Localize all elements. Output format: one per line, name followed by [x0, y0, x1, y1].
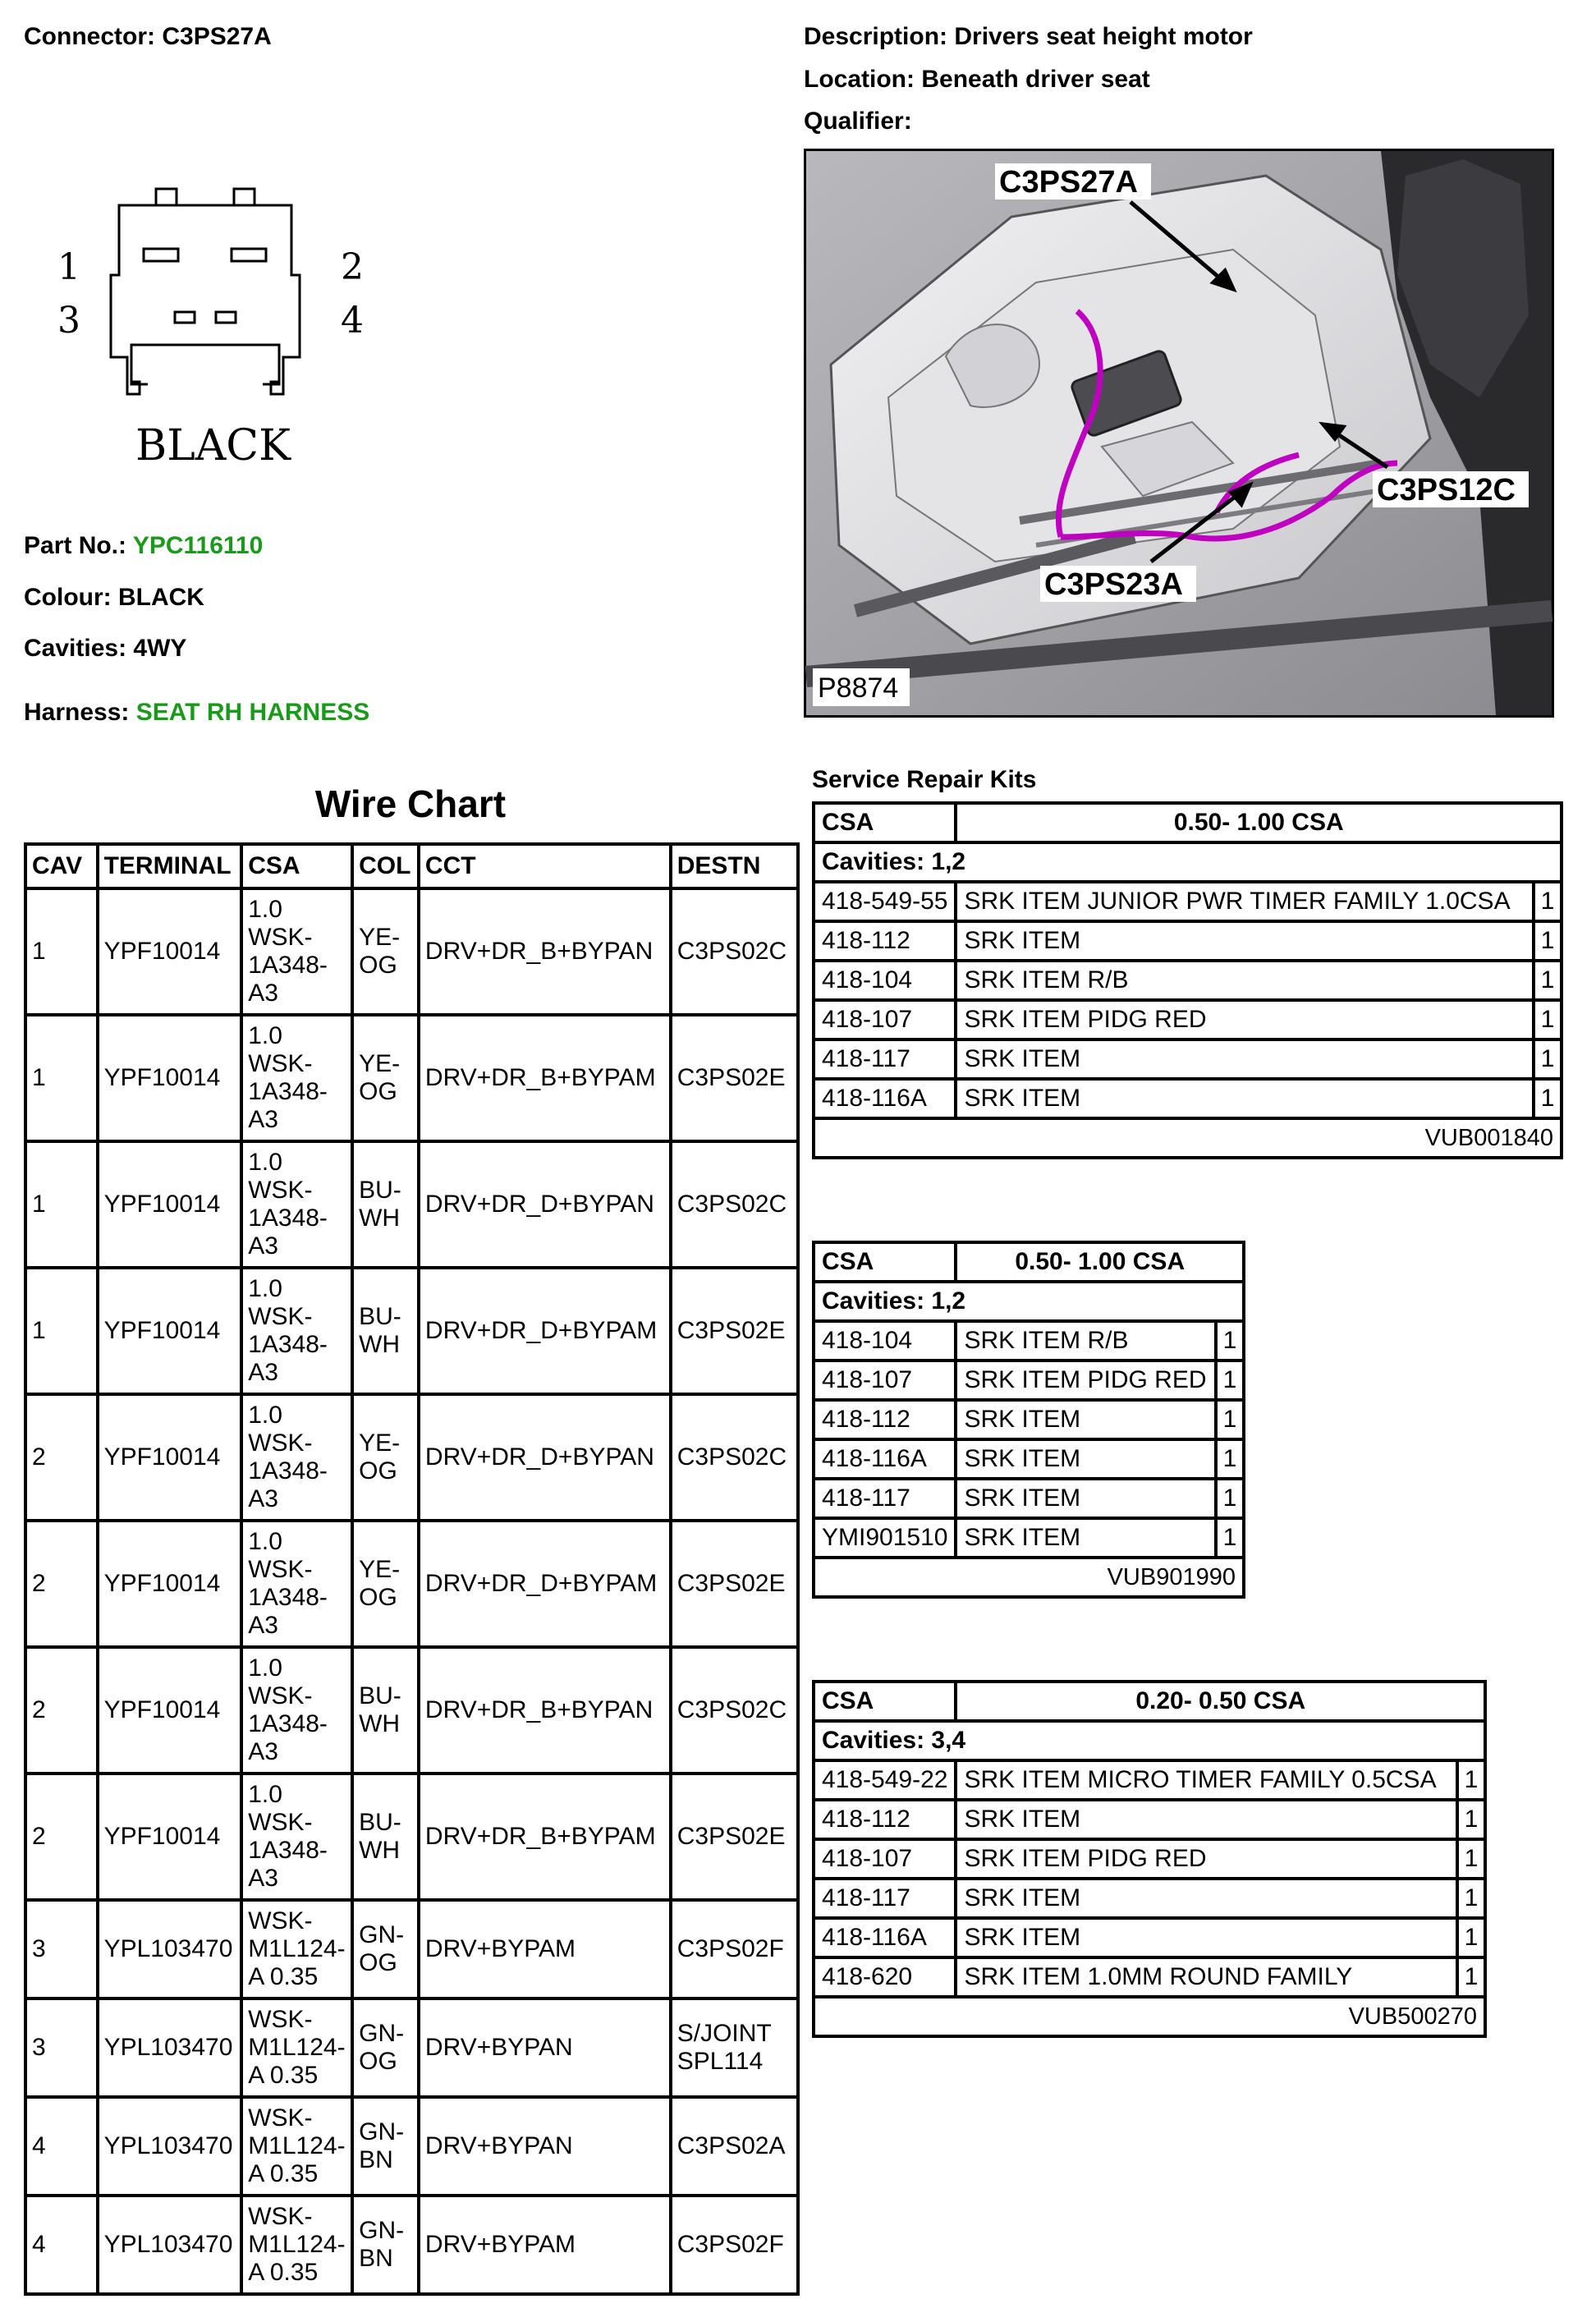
- kit-item-row: [814, 1957, 1485, 1997]
- kit-item-row: [814, 1439, 1244, 1479]
- kit-csa-label: CSA: [814, 1682, 956, 1721]
- colour-label: Colour:: [24, 584, 112, 611]
- kit-item-desc: SRK ITEM 1.0MM ROUND FAMILY: [956, 1957, 1457, 1997]
- kit-item-desc: SRK ITEM: [956, 1518, 1216, 1558]
- wire-chart-row: [25, 1774, 798, 1900]
- wire-chart-row: [25, 1900, 798, 1998]
- pin-label-4: 4: [341, 300, 364, 342]
- repair-kit-table: [812, 1241, 1245, 1599]
- wire-chart-row: [25, 2196, 798, 2294]
- cell-cct: DRV+BYPAM: [419, 1900, 671, 1998]
- connector-face-diagram: [57, 164, 402, 493]
- cell-cct: DRV+DR_B+BYPAN: [419, 1647, 671, 1774]
- kit-item-part: 418-116A: [814, 1439, 956, 1479]
- cell-col: YE-OG: [352, 1394, 419, 1521]
- header-cav: CAV: [25, 844, 98, 888]
- kit-item-qty: 1: [1457, 1918, 1485, 1957]
- kit-item-qty: 1: [1457, 1800, 1485, 1839]
- cell-terminal: YPF10014: [98, 1774, 242, 1900]
- kit-item-row: [814, 1321, 1244, 1361]
- kit-item-qty: 1: [1457, 1839, 1485, 1879]
- figure-code: P8874: [818, 672, 899, 704]
- cell-terminal: YPF10014: [98, 1268, 242, 1394]
- cell-terminal: YPL103470: [98, 2196, 242, 2294]
- harness-label: Harness:: [24, 699, 130, 726]
- callout-c3ps23a: C3PS23A: [1044, 567, 1183, 602]
- cell-cav: 4: [25, 2097, 98, 2196]
- cell-csa: WSK-M1L124-A 0.35: [241, 1998, 352, 2097]
- cell-terminal: YPL103470: [98, 1998, 242, 2097]
- kit-item-qty: 1: [1216, 1400, 1244, 1439]
- kit-item-desc: SRK ITEM MICRO TIMER FAMILY 0.5CSA: [956, 1760, 1457, 1800]
- kit-item-part: 418-117: [814, 1879, 956, 1918]
- kit-item-part: 418-549-22: [814, 1760, 956, 1800]
- cell-cav: 2: [25, 1774, 98, 1900]
- kit-item-desc: SRK ITEM R/B: [956, 961, 1534, 1000]
- kit-item-desc: SRK ITEM: [956, 1800, 1457, 1839]
- kit-code: VUB001840: [814, 1118, 1562, 1158]
- kit-item-qty: 1: [1457, 1957, 1485, 1997]
- kit-item-row: [814, 1800, 1485, 1839]
- cell-cct: DRV+BYPAM: [419, 2196, 671, 2294]
- description-label: Description:: [804, 23, 948, 50]
- cavities-line: [24, 635, 186, 663]
- kit-item-part: 418-112: [814, 1800, 956, 1839]
- kit-item-row: [814, 1079, 1562, 1118]
- cell-destn: C3PS02C: [671, 888, 798, 1015]
- kit-item-desc: SRK ITEM PIDG RED: [956, 1839, 1457, 1879]
- repair-kit-table: [812, 801, 1563, 1159]
- kit-cavities: Cavities: 1,2: [814, 842, 1562, 882]
- cell-csa: 1.0 WSK-1A348-A3: [241, 1647, 352, 1774]
- wire-chart-table: [24, 842, 800, 2296]
- kit-csa-range: 0.50- 1.00 CSA: [956, 803, 1562, 842]
- kit-item-part: 418-549-55: [814, 882, 956, 921]
- kit-item-row: [814, 1760, 1485, 1800]
- wire-chart-row: [25, 1521, 798, 1647]
- cell-col: BU-WH: [352, 1647, 419, 1774]
- cell-col: GN-OG: [352, 1998, 419, 2097]
- cell-csa: 1.0 WSK-1A348-A3: [241, 1521, 352, 1647]
- kit-item-desc: SRK ITEM PIDG RED: [956, 1000, 1534, 1039]
- pin-label-2: 2: [341, 246, 364, 288]
- cell-terminal: YPF10014: [98, 1521, 242, 1647]
- wire-chart-row: [25, 1647, 798, 1774]
- kit-item-qty: 1: [1216, 1518, 1244, 1558]
- kit-item-row: [814, 1400, 1244, 1439]
- kit-item-desc: SRK ITEM: [956, 1079, 1534, 1118]
- kit-item-part: 418-107: [814, 1000, 956, 1039]
- kit-item-part: 418-104: [814, 961, 956, 1000]
- cell-col: BU-WH: [352, 1141, 419, 1268]
- kit-item-row: [814, 1918, 1485, 1957]
- callout-c3ps12c: C3PS12C: [1377, 473, 1516, 507]
- kit-item-part: 418-112: [814, 1400, 956, 1439]
- kit-item-row: [814, 921, 1562, 961]
- cell-terminal: YPF10014: [98, 1647, 242, 1774]
- kit-item-part: 418-104: [814, 1321, 956, 1361]
- kit-item-qty: 1: [1534, 1079, 1562, 1118]
- kit-item-desc: SRK ITEM: [956, 1439, 1216, 1479]
- callout-c3ps27a: C3PS27A: [999, 165, 1138, 200]
- cell-destn: C3PS02F: [671, 1900, 798, 1998]
- cell-destn: C3PS02E: [671, 1521, 798, 1647]
- description-line: [804, 23, 1253, 51]
- cell-col: GN-BN: [352, 2097, 419, 2196]
- kit-item-desc: SRK ITEM: [956, 921, 1534, 961]
- kit-item-part: 418-107: [814, 1361, 956, 1400]
- cell-cct: DRV+BYPAN: [419, 2097, 671, 2196]
- cell-terminal: YPF10014: [98, 1015, 242, 1141]
- kit-item-row: [814, 1479, 1244, 1518]
- location-line: [804, 66, 1150, 94]
- cell-csa: 1.0 WSK-1A348-A3: [241, 888, 352, 1015]
- wire-chart-row: [25, 1141, 798, 1268]
- wire-chart-row: [25, 2097, 798, 2196]
- header-cct: CCT: [419, 844, 671, 888]
- kit-item-desc: SRK ITEM: [956, 1039, 1534, 1079]
- kit-item-row: [814, 882, 1562, 921]
- cell-cav: 2: [25, 1394, 98, 1521]
- kit-csa-range: 0.20- 0.50 CSA: [956, 1682, 1485, 1721]
- cell-cct: DRV+BYPAN: [419, 1998, 671, 2097]
- qualifier-label: Qualifier:: [804, 108, 912, 135]
- kit-item-qty: 1: [1216, 1479, 1244, 1518]
- cell-destn: C3PS02C: [671, 1647, 798, 1774]
- cell-csa: WSK-M1L124-A 0.35: [241, 1900, 352, 1998]
- kit-code-row: [814, 1997, 1485, 2036]
- header-col: COL: [352, 844, 419, 888]
- wire-chart-header-row: [25, 844, 798, 888]
- kit-header-row: [814, 803, 1562, 842]
- pin-label-3: 3: [57, 300, 80, 342]
- kit-header-row: [814, 1682, 1485, 1721]
- kit-item-row: [814, 1839, 1485, 1879]
- cell-col: BU-WH: [352, 1774, 419, 1900]
- kit-item-row: [814, 961, 1562, 1000]
- kit-code: VUB901990: [814, 1558, 1244, 1597]
- cell-cav: 3: [25, 1900, 98, 1998]
- cavities-value: 4WY: [133, 635, 187, 662]
- cavities-label: Cavities:: [24, 635, 127, 662]
- kit-cavities-row: [814, 1721, 1485, 1760]
- cell-cct: DRV+DR_B+BYPAM: [419, 1774, 671, 1900]
- cell-cct: DRV+DR_D+BYPAM: [419, 1521, 671, 1647]
- kit-item-qty: 1: [1534, 921, 1562, 961]
- part-no-link[interactable]: YPC116110: [132, 532, 264, 559]
- cell-cav: 1: [25, 1015, 98, 1141]
- cell-csa: 1.0 WSK-1A348-A3: [241, 1141, 352, 1268]
- header-csa: CSA: [241, 844, 352, 888]
- cell-destn: C3PS02A: [671, 2097, 798, 2196]
- kit-item-qty: 1: [1534, 1039, 1562, 1079]
- cell-csa: WSK-M1L124-A 0.35: [241, 2196, 352, 2294]
- connector-line: [24, 23, 272, 51]
- kit-item-qty: 1: [1457, 1879, 1485, 1918]
- kit-csa-label: CSA: [814, 803, 956, 842]
- part-no-line: [24, 532, 263, 560]
- location-value: Beneath driver seat: [921, 66, 1150, 93]
- cell-cav: 1: [25, 888, 98, 1015]
- harness-link[interactable]: SEAT RH HARNESS: [135, 699, 370, 726]
- cell-destn: C3PS02E: [671, 1268, 798, 1394]
- connector-value: C3PS27A: [162, 23, 272, 50]
- kit-item-qty: 1: [1457, 1760, 1485, 1800]
- kit-code: VUB500270: [814, 1997, 1485, 2036]
- kit-item-qty: 1: [1534, 961, 1562, 1000]
- cell-cav: 2: [25, 1521, 98, 1647]
- kit-item-qty: 1: [1216, 1321, 1244, 1361]
- kit-cavities-row: [814, 1282, 1244, 1321]
- diagram-colour-label: BLACK: [135, 421, 291, 470]
- kit-csa-range: 0.50- 1.00 CSA: [956, 1242, 1244, 1282]
- kit-item-part: 418-112: [814, 921, 956, 961]
- kit-item-row: [814, 1518, 1244, 1558]
- cell-destn: C3PS02F: [671, 2196, 798, 2294]
- cell-destn: C3PS02E: [671, 1774, 798, 1900]
- wire-chart-row: [25, 1394, 798, 1521]
- kit-item-qty: 1: [1216, 1361, 1244, 1400]
- kit-cavities: Cavities: 1,2: [814, 1282, 1244, 1321]
- cell-col: BU-WH: [352, 1268, 419, 1394]
- service-repair-kits-title: Service Repair Kits: [812, 766, 1037, 793]
- cell-destn: C3PS02C: [671, 1394, 798, 1521]
- kit-code-row: [814, 1118, 1562, 1158]
- kit-cavities: Cavities: 3,4: [814, 1721, 1485, 1760]
- cell-destn: S/JOINT SPL114: [671, 1998, 798, 2097]
- kit-item-qty: 1: [1216, 1439, 1244, 1479]
- kit-item-part: 418-117: [814, 1479, 956, 1518]
- cell-terminal: YPL103470: [98, 2097, 242, 2196]
- cell-terminal: YPF10014: [98, 1394, 242, 1521]
- cell-cct: DRV+DR_D+BYPAM: [419, 1268, 671, 1394]
- cell-col: YE-OG: [352, 1521, 419, 1647]
- colour-line: [24, 584, 204, 612]
- cell-cct: DRV+DR_B+BYPAN: [419, 888, 671, 1015]
- kit-item-part: 418-116A: [814, 1918, 956, 1957]
- kit-item-desc: SRK ITEM R/B: [956, 1321, 1216, 1361]
- cell-cct: DRV+DR_B+BYPAM: [419, 1015, 671, 1141]
- cell-terminal: YPF10014: [98, 888, 242, 1015]
- seat-frame-illustration: [806, 151, 1552, 715]
- harness-line: [24, 699, 369, 727]
- kit-item-part: 418-107: [814, 1839, 956, 1879]
- cell-cct: DRV+DR_D+BYPAN: [419, 1141, 671, 1268]
- cell-cav: 2: [25, 1647, 98, 1774]
- location-label: Location:: [804, 66, 915, 93]
- description-value: Drivers seat height motor: [954, 23, 1253, 50]
- cell-col: YE-OG: [352, 888, 419, 1015]
- kit-item-desc: SRK ITEM: [956, 1400, 1216, 1439]
- kit-item-row: [814, 1039, 1562, 1079]
- kit-item-row: [814, 1879, 1485, 1918]
- cell-csa: 1.0 WSK-1A348-A3: [241, 1268, 352, 1394]
- cell-col: GN-BN: [352, 2196, 419, 2294]
- kit-item-desc: SRK ITEM PIDG RED: [956, 1361, 1216, 1400]
- cell-destn: C3PS02E: [671, 1015, 798, 1141]
- kit-item-row: [814, 1000, 1562, 1039]
- wire-chart-row: [25, 888, 798, 1015]
- qualifier-line: [804, 108, 912, 135]
- cell-cct: DRV+DR_D+BYPAN: [419, 1394, 671, 1521]
- kit-item-qty: 1: [1534, 1000, 1562, 1039]
- wire-chart-body: [25, 888, 798, 2294]
- cell-csa: 1.0 WSK-1A348-A3: [241, 1394, 352, 1521]
- kit-item-desc: SRK ITEM JUNIOR PWR TIMER FAMILY 1.0CSA: [956, 882, 1534, 921]
- connector-location-image: [804, 149, 1554, 718]
- cell-col: GN-OG: [352, 1900, 419, 1998]
- wire-chart-row: [25, 1998, 798, 2097]
- colour-value: BLACK: [117, 584, 204, 611]
- kit-item-part: 418-620: [814, 1957, 956, 1997]
- cell-cav: 1: [25, 1141, 98, 1268]
- kit-item-qty: 1: [1534, 882, 1562, 921]
- part-no-label: Part No.:: [24, 532, 127, 559]
- kit-item-row: [814, 1361, 1244, 1400]
- cell-csa: WSK-M1L124-A 0.35: [241, 2097, 352, 2196]
- cell-destn: C3PS02C: [671, 1141, 798, 1268]
- connector-label: Connector:: [24, 23, 155, 50]
- kit-csa-label: CSA: [814, 1242, 956, 1282]
- pin-label-1: 1: [57, 246, 80, 288]
- cell-cav: 4: [25, 2196, 98, 2294]
- kit-item-part: YMI901510: [814, 1518, 956, 1558]
- repair-kit-table: [812, 1680, 1487, 2038]
- kit-header-row: [814, 1242, 1244, 1282]
- kit-item-desc: SRK ITEM: [956, 1918, 1457, 1957]
- cell-terminal: YPL103470: [98, 1900, 242, 1998]
- cell-col: YE-OG: [352, 1015, 419, 1141]
- kit-item-desc: SRK ITEM: [956, 1879, 1457, 1918]
- header-terminal: TERMINAL: [98, 844, 242, 888]
- header-destn: DESTN: [671, 844, 798, 888]
- kit-item-part: 418-116A: [814, 1079, 956, 1118]
- kit-item-desc: SRK ITEM: [956, 1479, 1216, 1518]
- cell-csa: 1.0 WSK-1A348-A3: [241, 1774, 352, 1900]
- cell-cav: 1: [25, 1268, 98, 1394]
- wire-chart-row: [25, 1268, 798, 1394]
- kit-cavities-row: [814, 842, 1562, 882]
- kit-item-part: 418-117: [814, 1039, 956, 1079]
- cell-csa: 1.0 WSK-1A348-A3: [241, 1015, 352, 1141]
- wire-chart-row: [25, 1015, 798, 1141]
- wire-chart-title: Wire Chart: [314, 782, 507, 825]
- kit-code-row: [814, 1558, 1244, 1597]
- cell-cav: 3: [25, 1998, 98, 2097]
- cell-terminal: YPF10014: [98, 1141, 242, 1268]
